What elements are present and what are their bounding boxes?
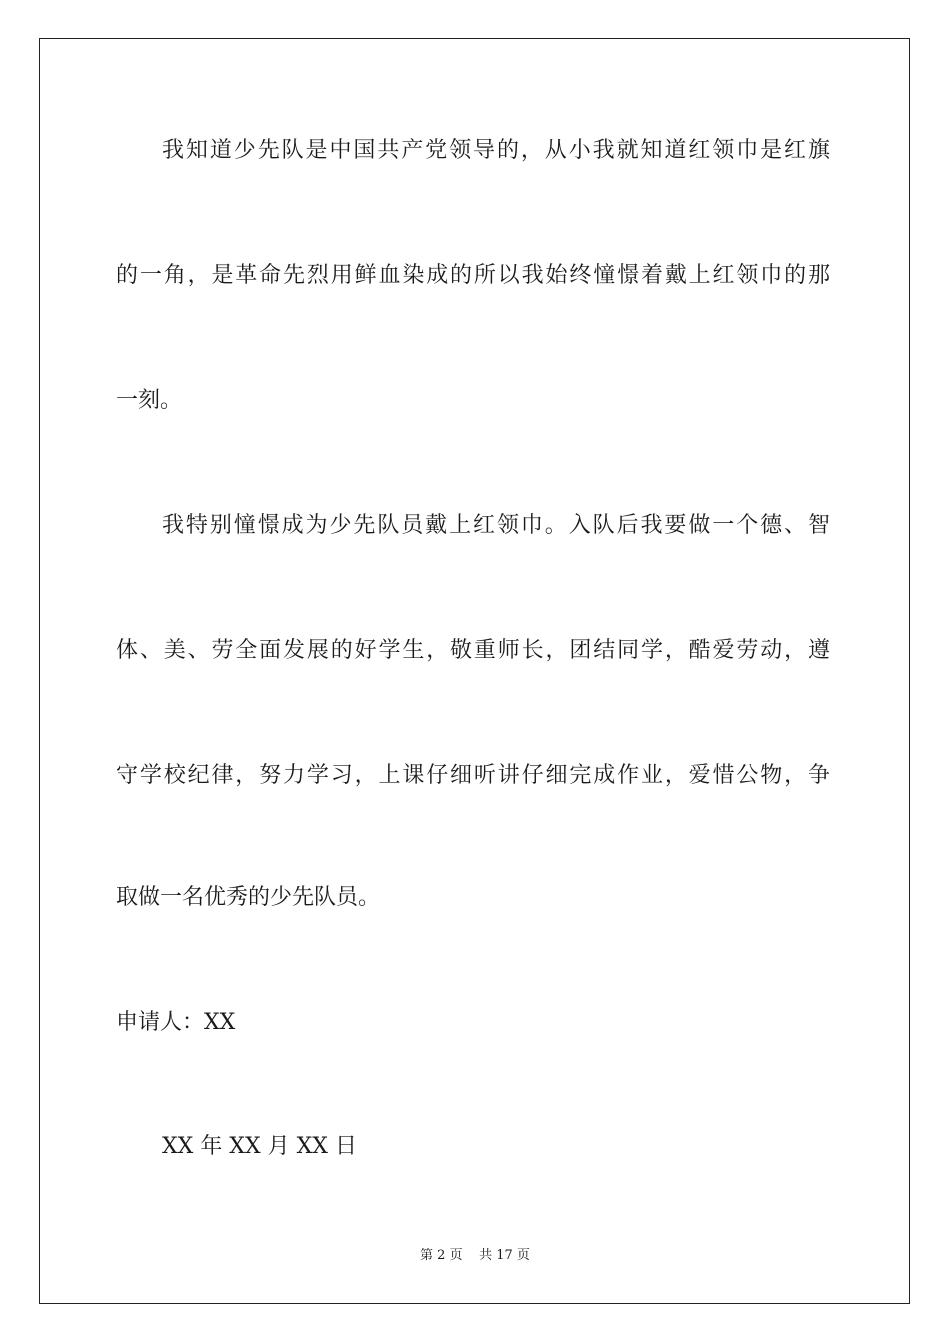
applicant-line: 申请人：XX: [116, 1010, 236, 1035]
paragraph-1-line-1: 我知道少先队是中国共产党领导的，从小我就知道红领巾是红旗: [162, 138, 830, 163]
paragraph-2-line-3: 守学校纪律，努力学习，上课仔细听讲仔细完成作业，爱惜公物，争: [116, 763, 830, 788]
paragraph-2-line-4: 取做一名优秀的少先队员。: [116, 885, 381, 910]
page-footer: [0, 1247, 950, 1265]
page-total: 共 17 页: [479, 1248, 530, 1263]
paragraph-1-line-3: 一刻。: [116, 388, 183, 413]
paragraph-1-line-2: 的一角，是革命先烈用鲜血染成的所以我始终憧憬着戴上红领巾的那: [116, 263, 830, 288]
page-frame: [39, 38, 910, 1304]
date-line: XX 年 XX 月 XX 日: [162, 1134, 357, 1159]
paragraph-2-line-2: 体、美、劳全面发展的好学生，敬重师长，团结同学，酷爱劳动，遵: [116, 638, 830, 663]
page-number: 第 2 页: [420, 1248, 463, 1263]
paragraph-2-line-1: 我特别憧憬成为少先队员戴上红领巾。入队后我要做一个德、智: [162, 513, 830, 538]
